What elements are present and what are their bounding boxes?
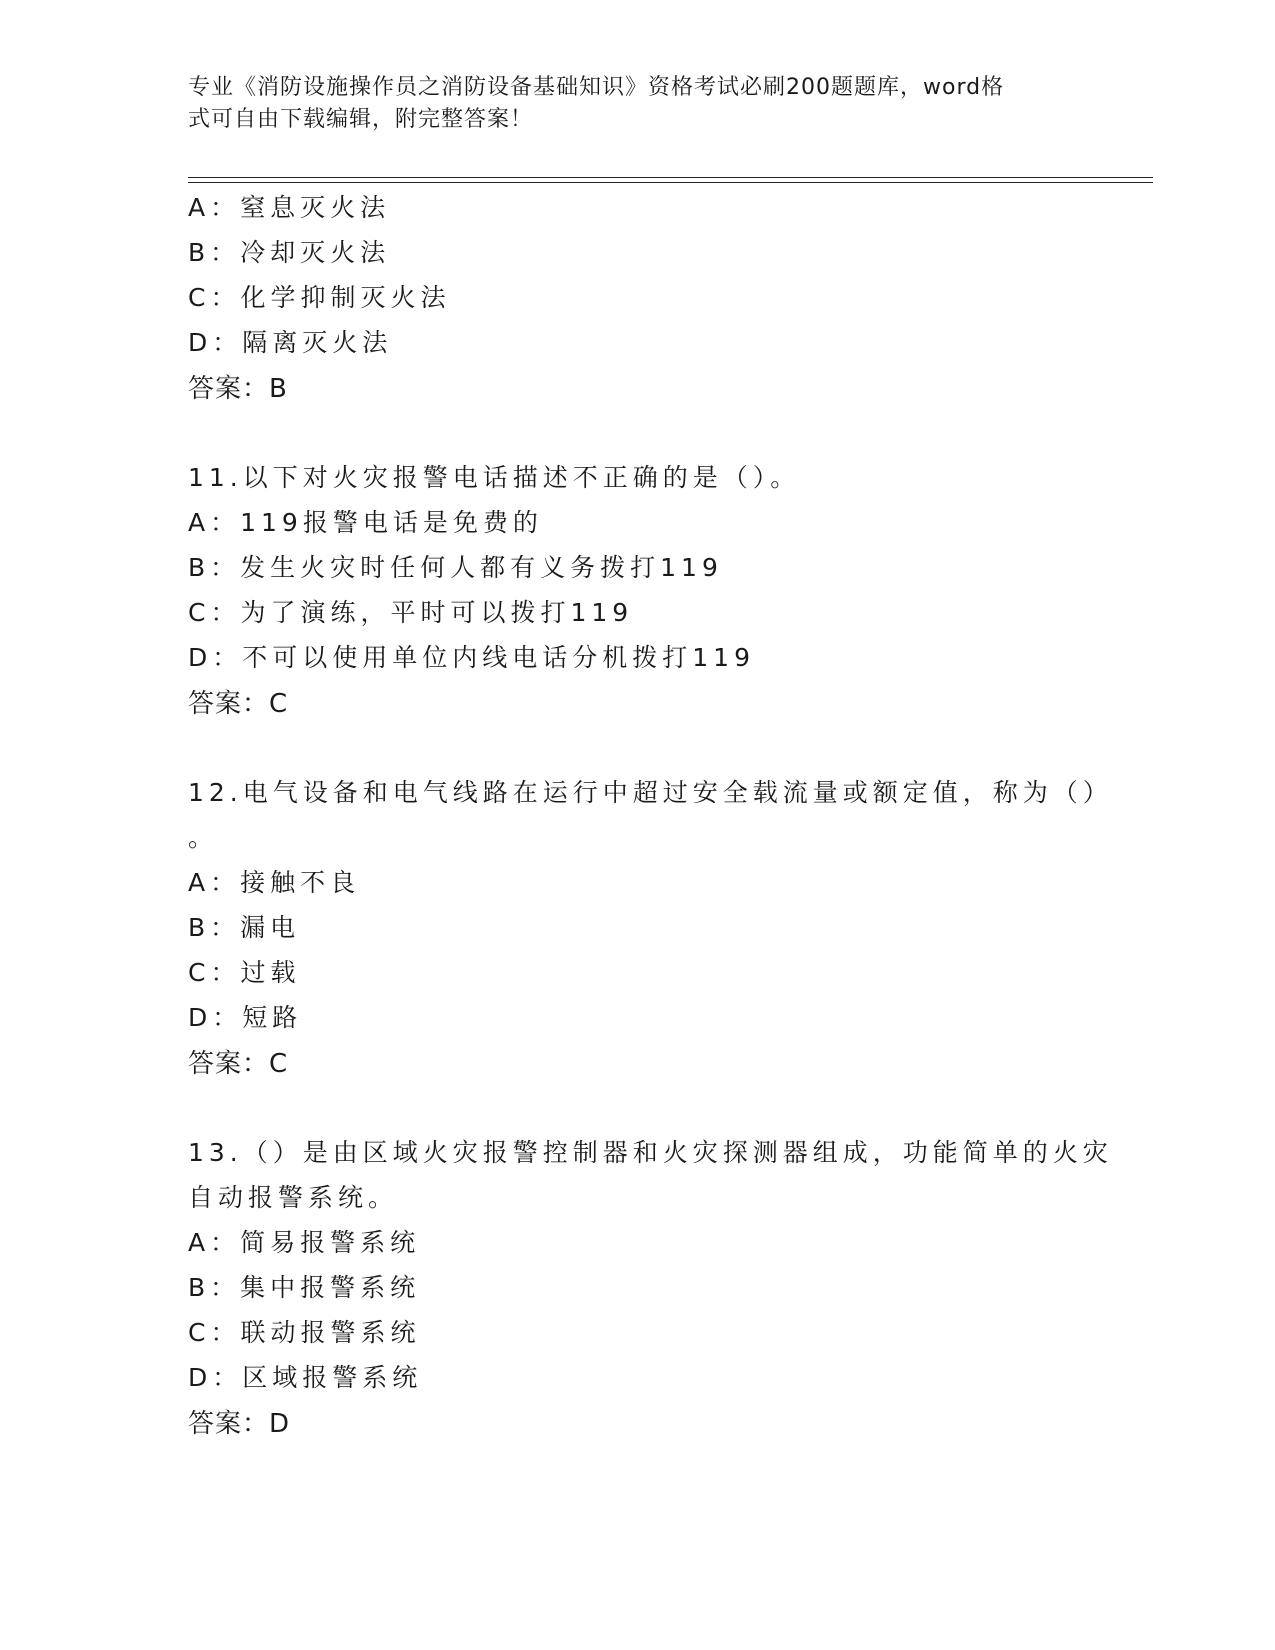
option-b: B：漏电 [188,913,301,942]
option-a: A：接触不良 [188,868,361,897]
question-stem-continued: 。 [188,823,219,852]
option-a: A：窒息灭火法 [188,193,391,222]
option-d: D：不可以使用单位内线电话分机拨打119 [188,643,755,672]
question-stem-continued: 自动报警系统。 [188,1183,399,1212]
option-c: C：过载 [188,958,301,987]
option-c: C：联动报警系统 [188,1318,421,1347]
answer-line: 答案：B [188,374,288,404]
question-stem: 13.（）是由区域火灾报警控制器和火灾探测器组成，功能简单的火灾 [188,1138,1113,1167]
option-b: B：冷却灭火法 [188,238,391,267]
question-stem: 11.以下对火灾报警电话描述不正确的是（）。 [188,463,801,492]
answer-line: 答案：C [188,689,289,719]
option-d: D：隔离灭火法 [188,328,393,357]
option-d: D：区域报警系统 [188,1363,423,1392]
document-header [188,72,1068,136]
option-a: A：119报警电话是免费的 [188,508,543,537]
header-divider-top [188,177,1153,178]
header-line-2: 式可自由下载编辑，附完整答案！ [188,107,534,132]
option-c: C：为了演练，平时可以拨打119 [188,598,634,627]
option-d: D：短路 [188,1003,303,1032]
question-stem: 12.电气设备和电气线路在运行中超过安全载流量或额定值，称为（） [188,778,1113,807]
option-c: C：化学抑制灭火法 [188,283,451,312]
answer-line: 答案：C [188,1049,289,1079]
header-line-1: 专业《消防设施操作员之消防设备基础知识》资格考试必刷200题题库，word格 [188,75,1005,100]
option-b: B：集中报警系统 [188,1273,421,1302]
option-a: A：简易报警系统 [188,1228,421,1257]
header-divider-bottom [188,182,1153,183]
option-b: B：发生火灾时任何人都有义务拨打119 [188,553,723,582]
answer-line: 答案：D [188,1409,291,1439]
